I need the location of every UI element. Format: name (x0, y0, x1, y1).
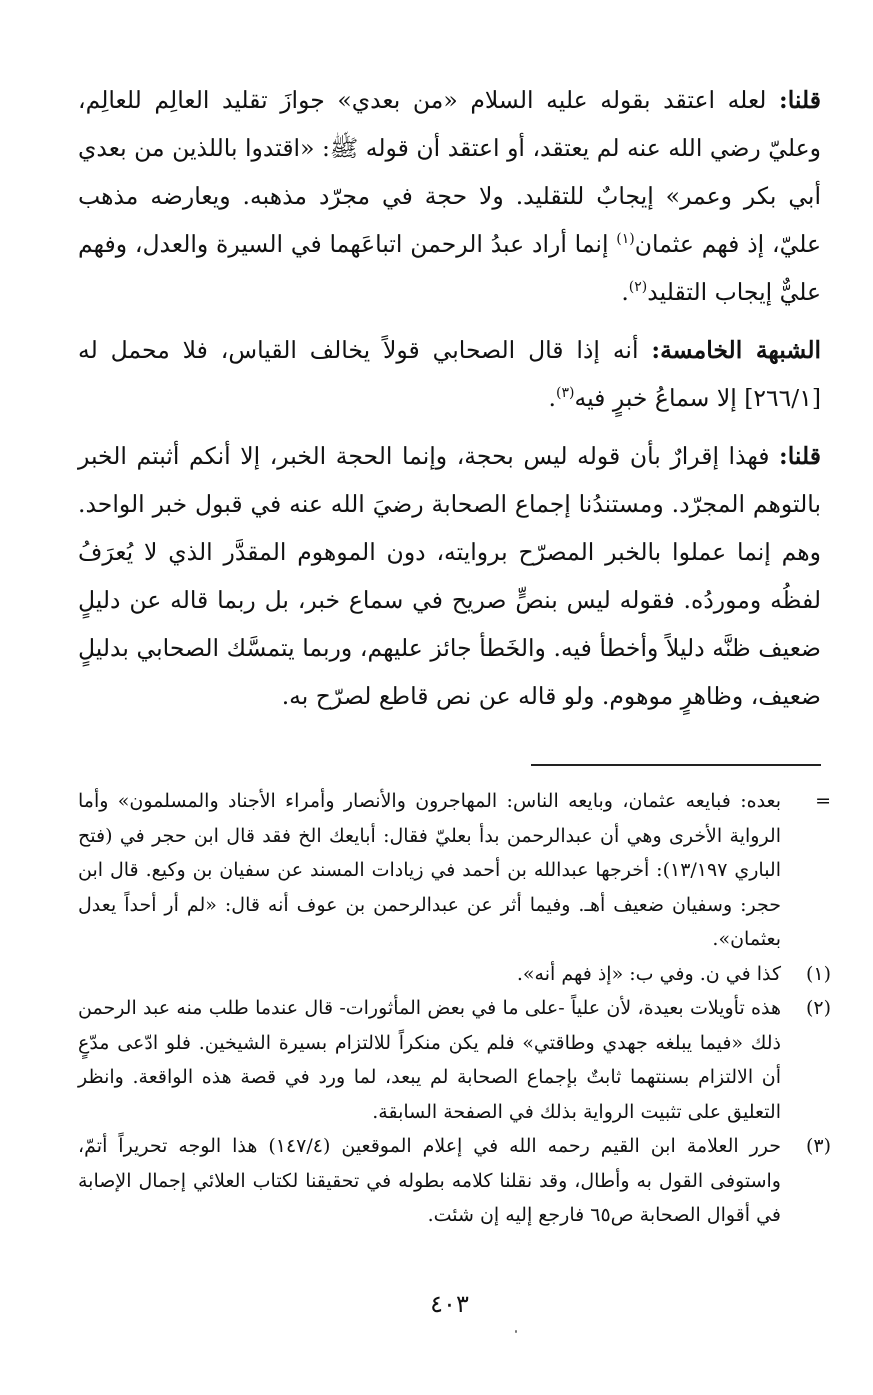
footnotes (78, 784, 831, 1233)
scan-speck (515, 1330, 517, 1333)
paragraph-text: أنه إذا قال الصحابي قولاً يخالف القياس، فلا محمل له [٢٦٦/١] إلا سماعُ خبرٍ فيه (78, 336, 821, 412)
paragraph-text: لعله اعتقد بقوله عليه السلام «من بعدي» جوازَ تقليد العالِم للعالِم، وعليّ رضي الله عنه لم يعتقد، أو اعتقد أن قوله ﷺ: «اقتدوا باللذين من بعدي أبي بكر وعمر» إيجابٌ للتقليد. ولا حجة في مجرّد مذهبه. ويعارضه مذهب عليّ، إذ فهم عثمان (78, 86, 821, 258)
footnote-number: (٣) (805, 1135, 831, 1157)
paragraph-lead: قلنا: (779, 442, 821, 470)
footnote-3 (78, 1129, 831, 1233)
footnote-text: حرر العلامة ابن القيم رحمه الله في إعلام الموقعين (١٤٧/٤) هذا الوجه تحريراً أتمّ، واستوفى القول به وأطال، وقد نقلنا كلامه بطوله في تحقيقنا لكتاب العلائي إجمال الإصابة في أقوال الصحابة ص٦٥ فارجع إليه إن شئت. (78, 1135, 781, 1226)
paragraph-text: فهذا إقرارٌ بأن قوله ليس بحجة، وإنما الحجة الخبر، إلا أنكم أثبتم الخبر بالتوهم المجرّد. ومستندُنا إجماع الصحابة رضيَ الله عنه في قبول خبر الواحد. وهم إنما عملوا بالخبر المصرّح بروايته، دون الموهوم المقدَّر الذي لا يُعرَفُ لفظُه وموردُه. فقوله ليس بنصٍّ صريح في سماع خبر، بل ربما قاله عن دليلٍ ضعيف ظنَّه دليلاً وأخطأ فيه. والخَطأ جائز عليهم، وربما يتمسَّك الصحابي بدليلٍ ضعيف، وظاهرٍ موهوم. ولو قاله عن نص قاطع لصرّح به. (78, 442, 821, 710)
paragraph-text: إنما أراد عبدُ الرحمن اتباعَهما في السيرة والعدل، وفهم عليٌّ إيجاب التقليد (78, 230, 821, 306)
paragraph-lead: قلنا: (779, 86, 821, 114)
main-text (78, 76, 821, 730)
paragraph-text: . (621, 278, 629, 306)
paragraph-3 (78, 432, 821, 720)
footnote-separator (531, 764, 821, 766)
footnote-1 (78, 957, 831, 992)
page-number: ٤٠٣ (430, 1290, 469, 1318)
footnote-number: (٢) (805, 997, 831, 1019)
paragraph-lead: الشبهة الخامسة: (651, 336, 822, 364)
footnote-text: بعده: فبايعه عثمان، وبايعه الناس: المهاجرون والأنصار وأمراء الأجناد والمسلمون» وأما الرواية الأخرى وهي أن عبدالرحمن بدأ بعليّ فقال: أبايعك الخ فقد قال ابن حجر في (فتح الباري ١٣/١٩٧): أخرجها عبدالله بن أحمد في زيادات المسند عن سفيان بن وكيع. قال ابن حجر: وسفيان ضعيف أهـ. وفيما أثر عن عبدالرحمن بن عوف أنه قال: «لم أر أحداً يعدل بعثمان». (78, 790, 781, 950)
paragraph-text: . (548, 384, 556, 412)
footnote-continued (78, 784, 831, 957)
footnote-ref[interactable]: (١) (616, 231, 635, 248)
footnote-ref[interactable]: (٢) (628, 279, 648, 296)
paragraph-2 (78, 326, 821, 422)
footnote-number: (١) (805, 962, 831, 985)
footnote-text: هذه تأويلات بعيدة، لأن علياً -على ما في بعض المأثورات- قال عندما طلب منه عبد الرحمن ذلك «فيما يبلغه جهدي وطاقتي» فلم يكن منكراً للالتزام بسيرة الشيخين. فلو ادّعى مدّعٍ أن الالتزام بسنتهما ثابتٌ بإجماع الصحابة لم يبعد، لما ورد في قصة هذه الواقعة. وانظر التعليق على تثبيت الرواية بذلك في الصفحة السابقة. (78, 997, 781, 1123)
footnote-text: كذا في ن. وفي ب: «إذ فهم أنه». (516, 962, 781, 985)
footnote-ref[interactable]: (٣) (556, 385, 575, 402)
footnote-2 (78, 991, 831, 1129)
book-page (78, 0, 831, 1395)
paragraph-1 (78, 76, 821, 316)
footnote-number: = (815, 790, 831, 812)
